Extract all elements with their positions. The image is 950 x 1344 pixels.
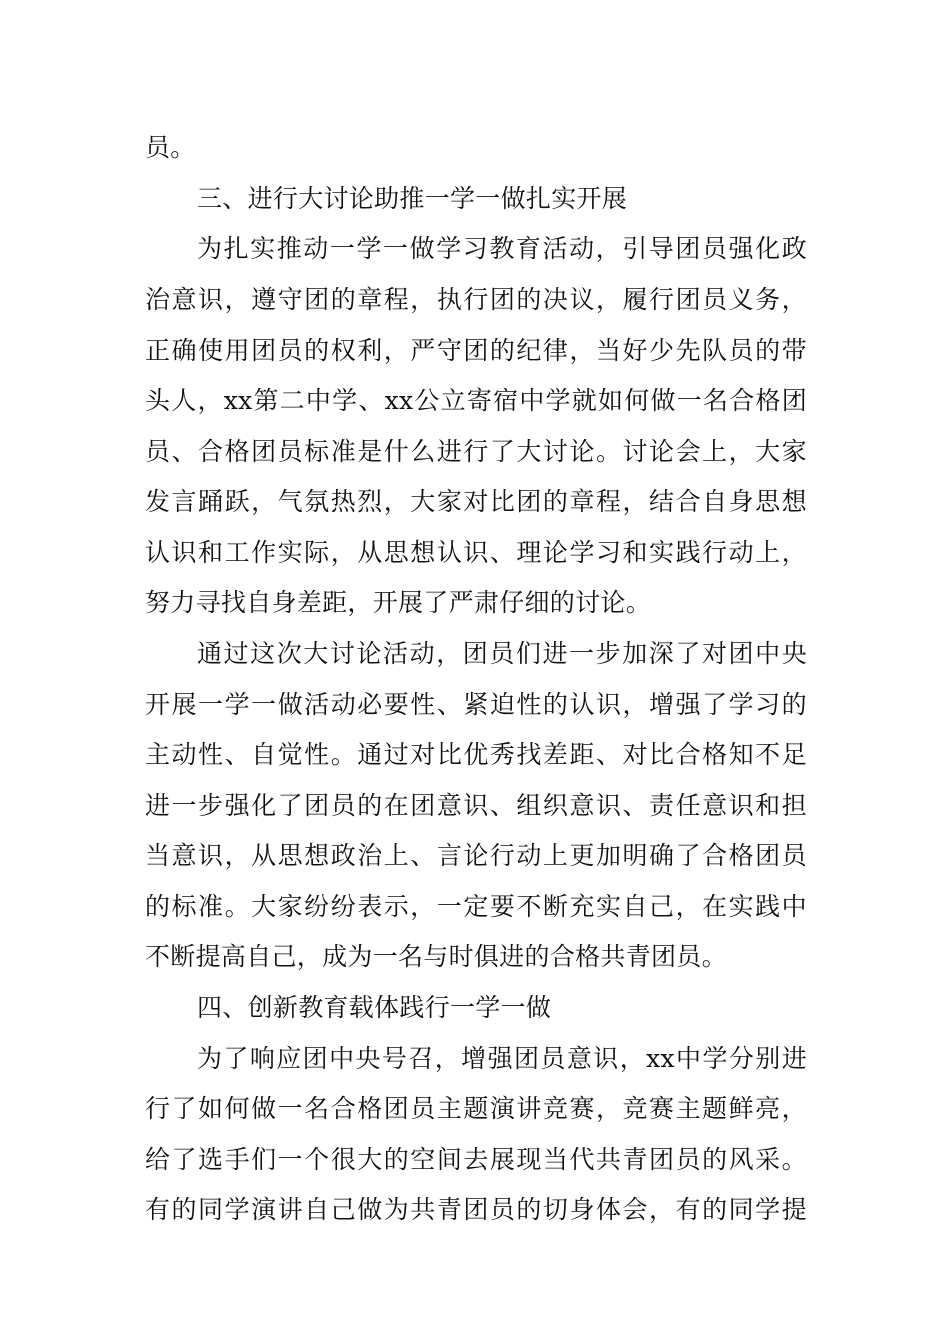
text-line: 为了响应团中央号召，增强团员意识，xx中学分别进 [197,1044,807,1073]
text-line: 员、合格团员标准是什么进行了大讨论。讨论会上，大家 [145,437,807,466]
text-line: 头人，xx第二中学、xx公立寄宿中学就如何做一名合格团 [145,386,807,415]
text-line: 给了选手们一个很大的空间去展现当代共青团员的风采。 [145,1145,807,1174]
text-line: 通过这次大讨论活动，团员们进一步加深了对团中央 [197,639,807,668]
text-line: 正确使用团员的权利，严守团的纪律，当好少先队员的带 [145,336,807,365]
text-line: 认识和工作实际，从思想认识、理论学习和实践行动上， [145,538,807,567]
text-line: 努力寻找自身差距，开展了严肃仔细的讨论。 [145,588,652,617]
text-line: 的标准。大家纷纷表示，一定要不断充实自己，在实践中 [145,892,807,921]
text-line: 发言踊跃，气氛热烈，大家对比团的章程，结合自身思想 [145,487,807,516]
text-line: 为扎实推动一学一做学习教育活动，引导团员强化政 [197,234,807,263]
text-line: 行了如何做一名合格团员主题演讲竞赛，竞赛主题鲜亮， [145,1094,807,1123]
text-line: 主动性、自觉性。通过对比优秀找差距、对比合格知不足 [145,740,807,769]
text-line: 员。 [145,133,196,162]
section-heading: 四、创新教育载体践行一学一做 [197,993,552,1022]
text-line: 进一步强化了团员的在团意识、组织意识、责任意识和担 [145,791,807,820]
text-line: 治意识，遵守团的章程，执行团的决议，履行团员义务， [145,285,807,314]
text-line: 开展一学一做活动必要性、紧迫性的认识，增强了学习的 [145,690,807,719]
section-heading: 三、进行大讨论助推一学一做扎实开展 [197,184,628,213]
text-line: 有的同学演讲自己做为共青团员的切身体会，有的同学提 [145,1195,807,1224]
text-line: 不断提高自己，成为一名与时俱进的合格共青团员。 [145,942,727,971]
text-line: 当意识，从思想政治上、言论行动上更加明确了合格团员 [145,841,807,870]
